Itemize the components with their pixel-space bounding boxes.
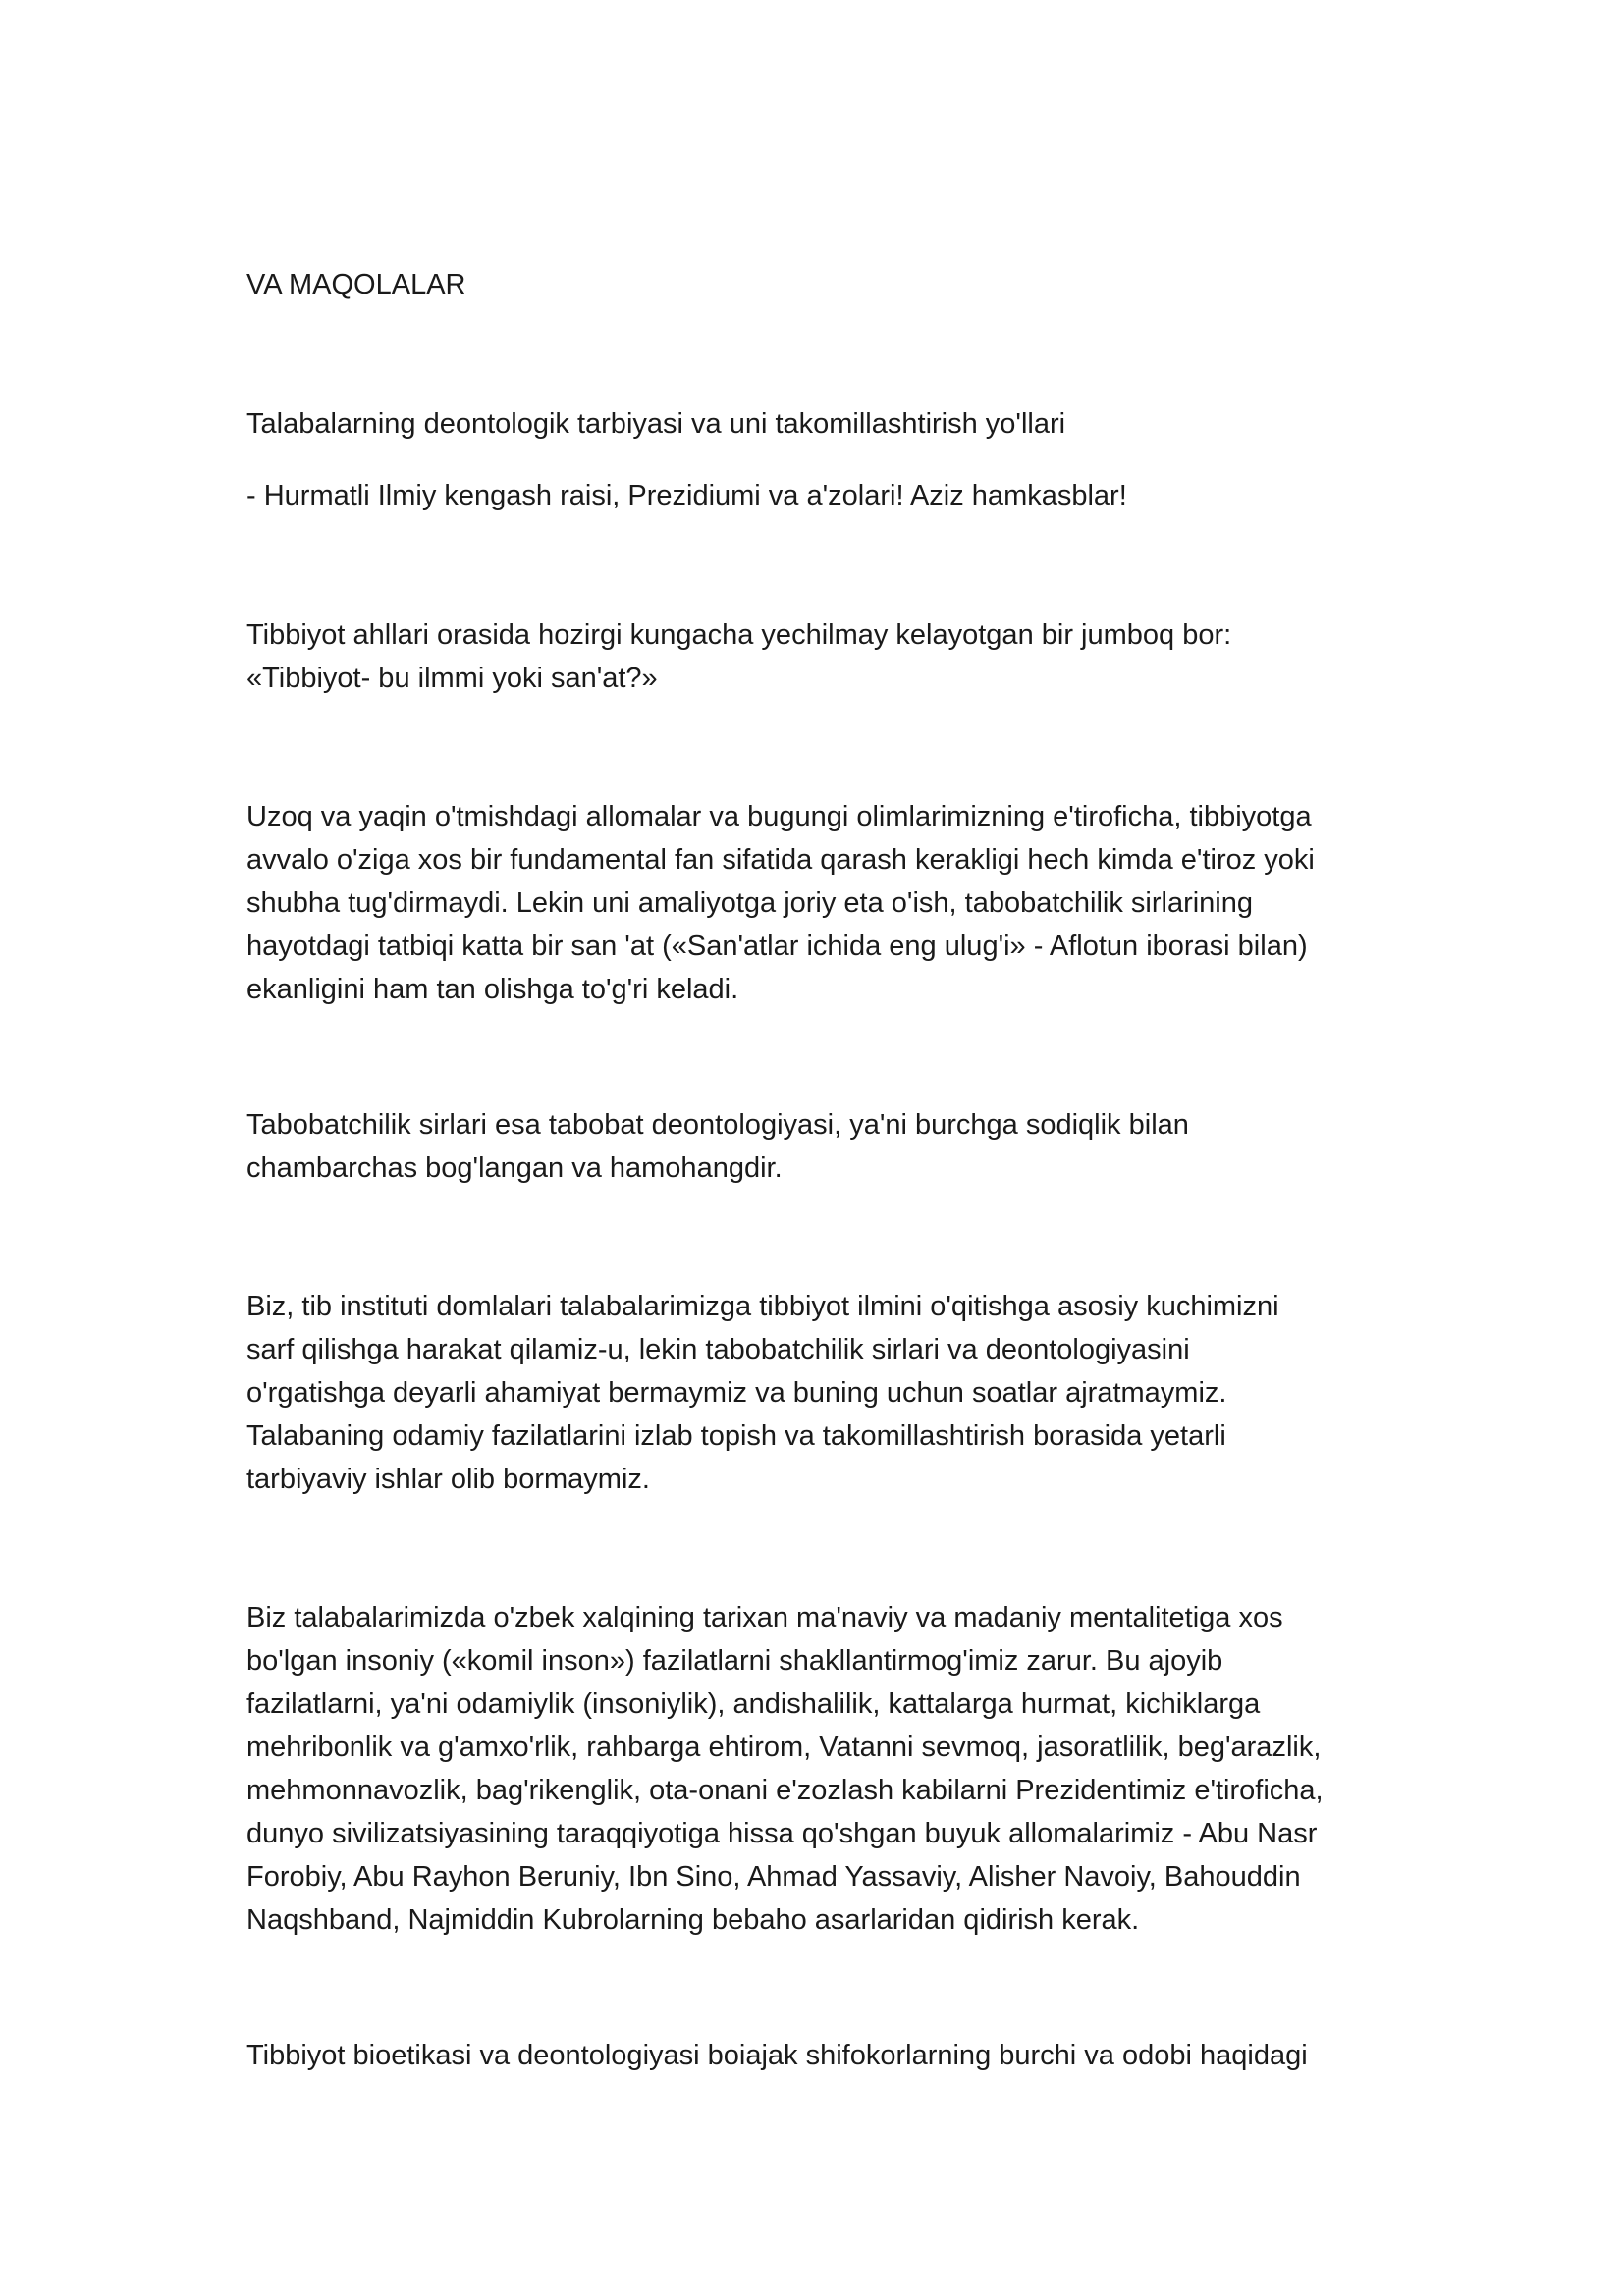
paragraph-line: tarbiyaviy ishlar olib bormaymiz. — [246, 1464, 650, 1495]
paragraph-line: chambarchas bog'langan va hamohangdir. — [246, 1152, 783, 1184]
paragraph-line: Forobiy, Abu Rayhon Beruniy, Ibn Sino, Ahmad Yassaviy, Alisher Navoiy, Bahouddin — [246, 1861, 1301, 1893]
paragraph-line: «Tibbiyot- bu ilmmi yoki san'at?» — [246, 663, 658, 694]
paragraph-line: bo'lgan insoniy («komil inson») fazilatlarni shakllantirmog'imiz zarur. Bu ajoyib — [246, 1645, 1223, 1677]
paragraph-line: Tabobatchilik sirlari esa tabobat deontologiyasi, ya'ni burchga sodiqlik bilan — [246, 1109, 1189, 1141]
paragraph-line: fazilatlarni, ya'ni odamiylik (insoniylik), andishalilik, kattalarga hurmat, kichiklarga — [246, 1688, 1261, 1720]
paragraph-line: hayotdagi tatbiqi katta bir san 'at («San'atlar ichida eng ulug'i» - Aflotun iborasi bilan) — [246, 931, 1308, 962]
paragraph-line: o'rgatishga deyarli ahamiyat bermaymiz va buning uchun soatlar ajratmaymiz. — [246, 1377, 1227, 1409]
paragraph-line: mehmonnavozlik, bag'rikenglik, ota-onani e'zozlash kabilarni Prezidentimiz e'tiroficha, — [246, 1775, 1324, 1806]
paragraph-line: sarf qilishga harakat qilamiz-u, lekin tabobatchilik sirlari va deontologiyasini — [246, 1334, 1190, 1365]
paragraph-line: ekanligini ham tan olishga to'g'ri keladi. — [246, 974, 739, 1005]
paragraph-line: Talabaning odamiy fazilatlarini izlab topish va takomillashtirish borasida yetarli — [246, 1420, 1226, 1452]
paragraph-line: Biz talabalarimizda o'zbek xalqining tarixan ma'naviy va madaniy mentalitetiga xos — [246, 1602, 1283, 1633]
paragraph-line: Tibbiyot bioetikasi va deontologiyasi boiajak shifokorlarning burchi va odobi haqidagi — [246, 2040, 1308, 2071]
document-header: VA MAQOLALAR — [246, 269, 466, 300]
greeting-line: - Hurmatli Ilmiy kengash raisi, Prezidiumi va a'zolari! Aziz hamkasblar! — [246, 480, 1127, 511]
paragraph-line: mehribonlik va g'amxo'rlik, rahbarga ehtirom, Vatanni sevmoq, jasoratlilik, beg'arazlik, — [246, 1732, 1322, 1763]
paragraph-line: Uzoq va yaqin o'tmishdagi allomalar va bugungi olimlarimizning e'tiroficha, tibbiyotga — [246, 801, 1312, 832]
paragraph-line: Tibbiyot ahllari orasida hozirgi kungacha yechilmay kelayotgan bir jumboq bor: — [246, 619, 1232, 651]
paragraph-line: Biz, tib instituti domlalari talabalarimizga tibbiyot ilmini o'qitishga asosiy kuchimizni — [246, 1291, 1279, 1322]
paragraph-line: dunyo sivilizatsiyasining taraqqiyotiga hissa qo'shgan buyuk allomalarimiz - Abu Nasr — [246, 1818, 1318, 1849]
paragraph-line: Naqshband, Najmiddin Kubrolarning bebaho asarlaridan qidirish kerak. — [246, 1904, 1140, 1936]
document-title: Talabalarning deontologik tarbiyasi va uni takomillashtirish yo'llari — [246, 408, 1066, 440]
paragraph-line: shubha tug'dirmaydi. Lekin uni amaliyotga joriy eta o'ish, tabobatchilik sirlarining — [246, 887, 1254, 919]
paragraph-line: avvalo o'ziga xos bir fundamental fan sifatida qarash kerakligi hech kimda e'tiroz yoki — [246, 844, 1315, 876]
